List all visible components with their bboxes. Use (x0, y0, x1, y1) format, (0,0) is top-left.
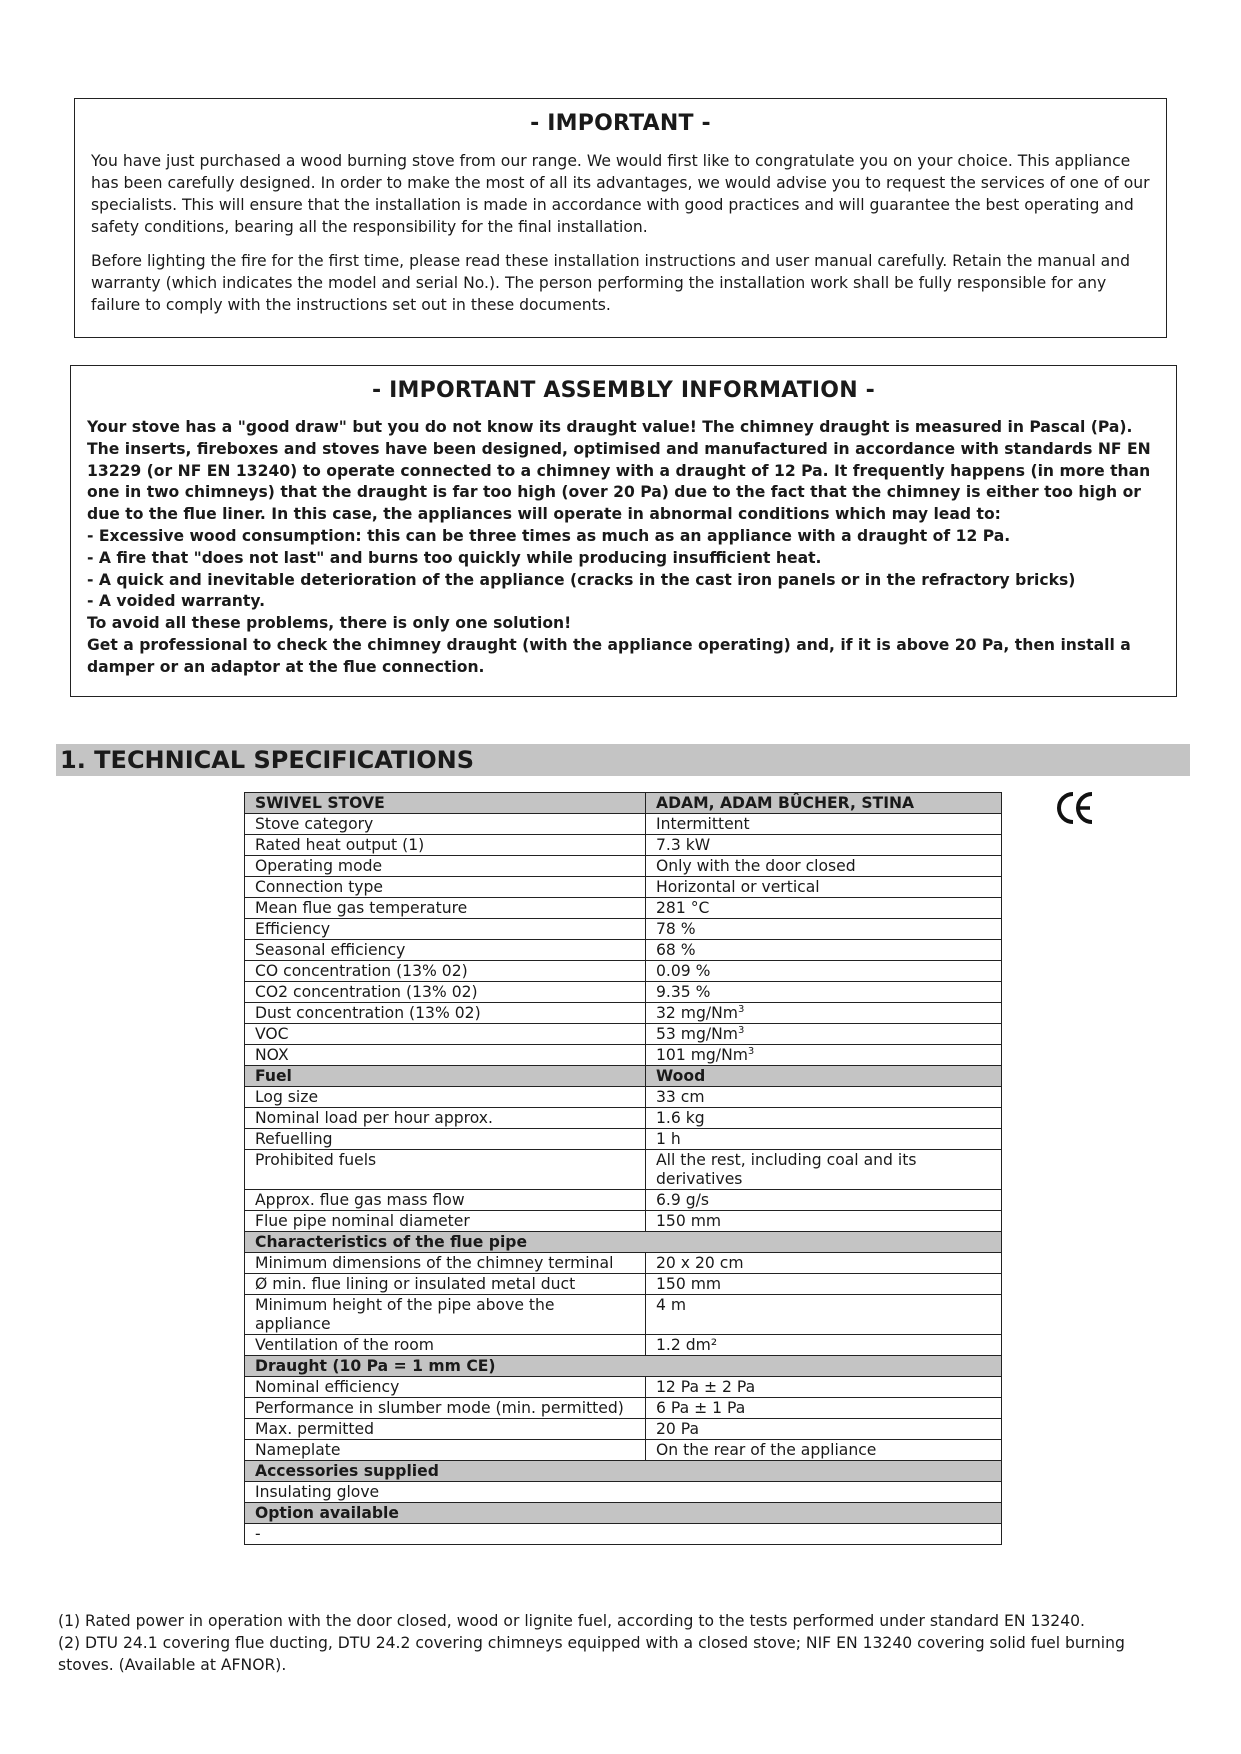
table-cell-label: Minimum height of the pipe above the appliance (245, 1295, 646, 1335)
table-cell-value: 20 x 20 cm (646, 1253, 1002, 1274)
assembly-bullet: - A quick and inevitable deterioration of the appliance (cracks in the cast iron panels or in the refractory bricks) (87, 570, 1076, 589)
table-cell-value: 4 m (646, 1295, 1002, 1335)
table-row (245, 1129, 1002, 1150)
table-row (245, 919, 1002, 940)
footnote-2: (2) DTU 24.1 covering flue ducting, DTU 24.2 covering chimneys equipped with a closed stove; NIF EN 13240 covering solid fuel burning stoves. (Available at AFNOR). (58, 1634, 1125, 1674)
footnotes (58, 1610, 1168, 1676)
table-cell-label: Log size (245, 1087, 646, 1108)
table-cell-label: Connection type (245, 877, 646, 898)
table-cell-value: 101 mg/Nm$^3$ (646, 1045, 1002, 1066)
table-cell-value: 1.6 kg (646, 1108, 1002, 1129)
table-row (245, 1253, 1002, 1274)
table-cell-value: 0.09 % (646, 961, 1002, 982)
table-row (245, 1377, 1002, 1398)
assembly-bullet: - A fire that "does not last" and burns too quickly while producing insufficient heat. (87, 548, 822, 567)
table-cell-value: 20 Pa (646, 1419, 1002, 1440)
spec-table (244, 792, 1002, 1545)
table-cell-value: - (245, 1524, 1002, 1545)
table-row (245, 1108, 1002, 1129)
table-cell-label: Prohibited fuels (245, 1150, 646, 1190)
table-cell-value: 1.2 dm² (646, 1335, 1002, 1356)
assembly-advice: Get a professional to check the chimney draught (with the appliance operating) and, if it is above 20 Pa, then install a damper or an adaptor at the flue connection. (87, 635, 1131, 676)
table-row (245, 835, 1002, 856)
table-cell-value: 53 mg/Nm$^3$ (646, 1024, 1002, 1045)
table-row (245, 1398, 1002, 1419)
table-section-label: Option available (245, 1503, 1002, 1524)
table-section-row-accessories (245, 1461, 1002, 1482)
table-row (245, 1482, 1002, 1503)
table-cell-value: 33 cm (646, 1087, 1002, 1108)
table-cell-label: Fuel (245, 1066, 646, 1087)
table-cell-label: Performance in slumber mode (min. permitted) (245, 1398, 646, 1419)
assembly-solution: To avoid all these problems, there is only one solution! (87, 614, 572, 633)
table-row (245, 1295, 1002, 1335)
assembly-bullet: - A voided warranty. (87, 592, 265, 611)
table-cell-label: Ventilation of the room (245, 1335, 646, 1356)
table-header-row (245, 793, 1002, 814)
important-title: - IMPORTANT - (530, 111, 711, 136)
table-cell-label: Stove category (245, 814, 646, 835)
table-cell-label: VOC (245, 1024, 646, 1045)
table-section-row-option (245, 1503, 1002, 1524)
table-cell-value: Wood (646, 1066, 1002, 1087)
table-row (245, 1087, 1002, 1108)
table-section-label: Characteristics of the flue pipe (245, 1232, 1002, 1253)
table-row (245, 1335, 1002, 1356)
table-cell-value: 150 mm (646, 1274, 1002, 1295)
important-notice-box (74, 98, 1167, 338)
table-cell-label: Flue pipe nominal diameter (245, 1211, 646, 1232)
table-cell-label: Nominal load per hour approx. (245, 1108, 646, 1129)
table-row (245, 961, 1002, 982)
section-title: 1. TECHNICAL SPECIFICATIONS (60, 746, 475, 774)
footnote-1: (1) Rated power in operation with the door closed, wood or lignite fuel, according to the tests performed under standard EN 13240. (58, 1612, 1086, 1630)
table-row (245, 1524, 1002, 1545)
table-section-label: Accessories supplied (245, 1461, 1002, 1482)
ce-mark-icon (1055, 788, 1095, 828)
table-cell-value: 12 Pa ± 2 Pa (646, 1377, 1002, 1398)
assembly-info-box (70, 365, 1177, 697)
assembly-text (87, 417, 1160, 679)
table-cell-value: 150 mm (646, 1211, 1002, 1232)
table-section-row-flue (245, 1232, 1002, 1253)
table-cell-label: Ø min. flue lining or insulated metal duct (245, 1274, 646, 1295)
table-cell-value: Only with the door closed (646, 856, 1002, 877)
table-cell-label: Minimum dimensions of the chimney terminal (245, 1253, 646, 1274)
table-cell-label: Seasonal efficiency (245, 940, 646, 961)
table-cell-label: Rated heat output (1) (245, 835, 646, 856)
table-cell-label: Nominal efficiency (245, 1377, 646, 1398)
table-cell-label: CO concentration (13% 02) (245, 961, 646, 982)
table-row (245, 940, 1002, 961)
important-paragraph-1: You have just purchased a wood burning stove from our range. We would first like to congratulate you on your choice. This appliance has been carefully designed. In order to make the most of all its advantages, we would advise you to request the services of one of our specialists. This will ensure that the installation is made in accordance with good practices and will guarantee the best operating and safety conditions, bearing all the responsibility for the final installation. (91, 152, 1150, 236)
table-cell-value: 6.9 g/s (646, 1190, 1002, 1211)
table-row (245, 1419, 1002, 1440)
table-cell-value: 68 % (646, 940, 1002, 961)
table-cell-label: Dust concentration (13% 02) (245, 1003, 646, 1024)
table-row (245, 1274, 1002, 1295)
table-section-row-draught (245, 1356, 1002, 1377)
table-section-row-fuel (245, 1066, 1002, 1087)
table-cell-value: ADAM, ADAM BÛCHER, STINA (646, 793, 1002, 814)
table-cell-value: 7.3 kW (646, 835, 1002, 856)
table-row (245, 1045, 1002, 1066)
table-row (245, 1211, 1002, 1232)
table-row (245, 877, 1002, 898)
table-cell-label: Mean flue gas temperature (245, 898, 646, 919)
table-cell-value: 6 Pa ± 1 Pa (646, 1398, 1002, 1419)
table-row (245, 856, 1002, 877)
table-cell-value: 32 mg/Nm$^3$ (646, 1003, 1002, 1024)
table-cell-label: NOX (245, 1045, 646, 1066)
table-cell-value: On the rear of the appliance (646, 1440, 1002, 1461)
table-row (245, 898, 1002, 919)
table-cell-value: 281 °C (646, 898, 1002, 919)
table-cell-label: Operating mode (245, 856, 646, 877)
table-section-label: Draught (10 Pa = 1 mm CE) (245, 1356, 1002, 1377)
table-row (245, 1024, 1002, 1045)
table-cell-label: Approx. flue gas mass flow (245, 1190, 646, 1211)
table-row (245, 1003, 1002, 1024)
table-cell-value: 78 % (646, 919, 1002, 940)
table-row (245, 1440, 1002, 1461)
table-cell-label: Refuelling (245, 1129, 646, 1150)
table-cell-value: Intermittent (646, 814, 1002, 835)
table-row (245, 982, 1002, 1003)
important-paragraph-2: Before lighting the fire for the first time, please read these installation instructions and user manual carefully. Retain the manual and warranty (which indicates the model and serial No.). The person performing the installation work shall be fully responsible for any failure to comply with the instructions set out in these documents. (91, 252, 1130, 314)
table-cell-value: Horizontal or vertical (646, 877, 1002, 898)
table-cell-value: All the rest, including coal and its derivatives (646, 1150, 1002, 1190)
table-cell-value: 1 h (646, 1129, 1002, 1150)
table-cell-label: Efficiency (245, 919, 646, 940)
table-cell-label: Max. permitted (245, 1419, 646, 1440)
table-row (245, 814, 1002, 835)
assembly-intro: Your stove has a "good draw" but you do not know its draught value! The chimney draught is measured in Pascal (Pa). The inserts, fireboxes and stoves have been designed, optimised and manufactured in accordance with standards NF EN 13229 (or NF EN 13240) to operate connected to a chimney with a draught of 12 Pa. It frequently happens (in more than one in two chimneys) that the draught is far too high (over 20 Pa) due to the fact that the chimney is either too high or due to the flue liner. In this case, the appliances will operate in abnormal conditions which may lead to: (87, 418, 1151, 524)
table-cell-label: Nameplate (245, 1440, 646, 1461)
table-cell-label: CO2 concentration (13% 02) (245, 982, 646, 1003)
table-row (245, 1190, 1002, 1211)
table-row (245, 1150, 1002, 1190)
assembly-title: - IMPORTANT ASSEMBLY INFORMATION - (371, 378, 876, 403)
table-cell-value: 9.35 % (646, 982, 1002, 1003)
table-cell-label: SWIVEL STOVE (245, 793, 646, 814)
assembly-bullet: - Excessive wood consumption: this can be three times as much as an appliance with a draught of 12 Pa. (87, 526, 1011, 545)
table-cell-value: Insulating glove (245, 1482, 1002, 1503)
